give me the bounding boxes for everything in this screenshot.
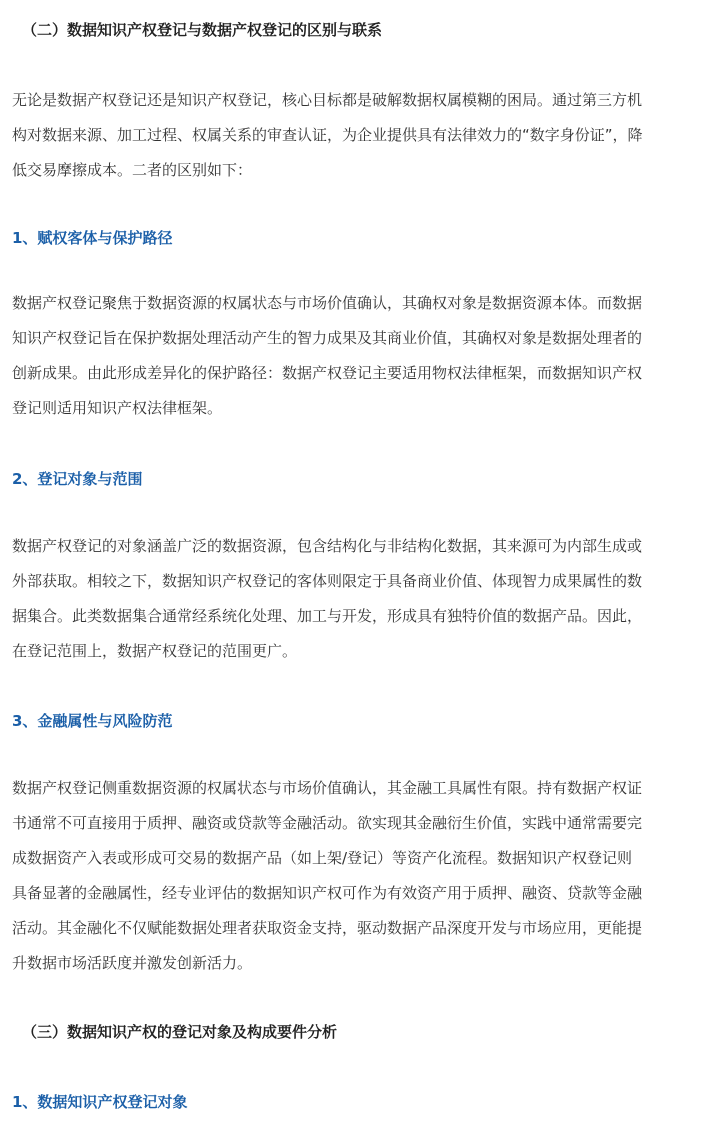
- paragraph-2: [12, 529, 702, 669]
- paragraph-line: 数据产权登记侧重数据资源的权属状态与市场价值确认，其金融工具属性有限。持有数据产权证: [12, 779, 643, 797]
- section-heading-3: （三）数据知识产权的登记对象及构成要件分析: [22, 1023, 338, 1041]
- paragraph-line: 升数据市场活跃度并激发创新活力。: [12, 954, 253, 972]
- paragraph-line: 成数据资产入表或形成可交易的数据产品（如上架/登记）等资产化流程。数据知识产权登记则: [12, 849, 633, 867]
- paragraph-line: 低交易摩擦成本。二者的区别如下：: [12, 161, 253, 179]
- paragraph-line: 无论是数据产权登记还是知识产权登记，核心目标都是破解数据权属模糊的困局。通过第三方机: [12, 91, 643, 109]
- paragraph-line: 据集合。此类数据集合通常经系统化处理、加工与开发，形成具有独特价值的数据产品。因此，: [12, 607, 643, 625]
- section-heading-2: （二）数据知识产权登记与数据产权登记的区别与联系: [22, 21, 383, 39]
- paragraph-line: 书通常不可直接用于质押、融资或贷款等金融活动。欲实现其金融衍生价值，实践中通常需要完: [12, 814, 643, 832]
- paragraph-line: 构对数据来源、加工过程、权属关系的审查认证，为企业提供具有法律效力的“数字身份证”，降: [12, 126, 643, 144]
- paragraph-line: 具备显著的金融属性，经专业评估的数据知识产权可作为有效资产用于质押、融资、贷款等金融: [12, 884, 643, 902]
- subheading-4: 1、数据知识产权登记对象: [12, 1093, 188, 1111]
- paragraph-line: 创新成果。由此形成差异化的保护路径：数据产权登记主要适用物权法律框架，而数据知识产权: [12, 364, 643, 382]
- paragraph-line: 知识产权登记旨在保护数据处理活动产生的智力成果及其商业价值，其确权对象是数据处理者的: [12, 329, 643, 347]
- subheading-2: 2、登记对象与范围: [12, 470, 143, 488]
- subheading-1: 1、赋权客体与保护路径: [12, 229, 173, 247]
- subheading-3: 3、金融属性与风险防范: [12, 712, 173, 730]
- paragraph-line: 数据产权登记聚焦于数据资源的权属状态与市场价值确认，其确权对象是数据资源本体。而数据: [12, 294, 643, 312]
- paragraph-line: 在登记范围上，数据产权登记的范围更广。: [12, 642, 298, 660]
- paragraph-line: 外部获取。相较之下，数据知识产权登记的客体则限定于具备商业价值、体现智力成果属性的数: [12, 572, 643, 590]
- paragraph-1: [12, 286, 702, 426]
- paragraph-3: [12, 771, 702, 981]
- paragraph-line: 登记则适用知识产权法律框架。: [12, 399, 223, 417]
- paragraph-line: 数据产权登记的对象涵盖广泛的数据资源，包含结构化与非结构化数据，其来源可为内部生成或: [12, 537, 643, 555]
- paragraph-line: 活动。其金融化不仅赋能数据处理者获取资金支持，驱动数据产品深度开发与市场应用，更能提: [12, 919, 643, 937]
- intro-paragraph: [12, 83, 702, 188]
